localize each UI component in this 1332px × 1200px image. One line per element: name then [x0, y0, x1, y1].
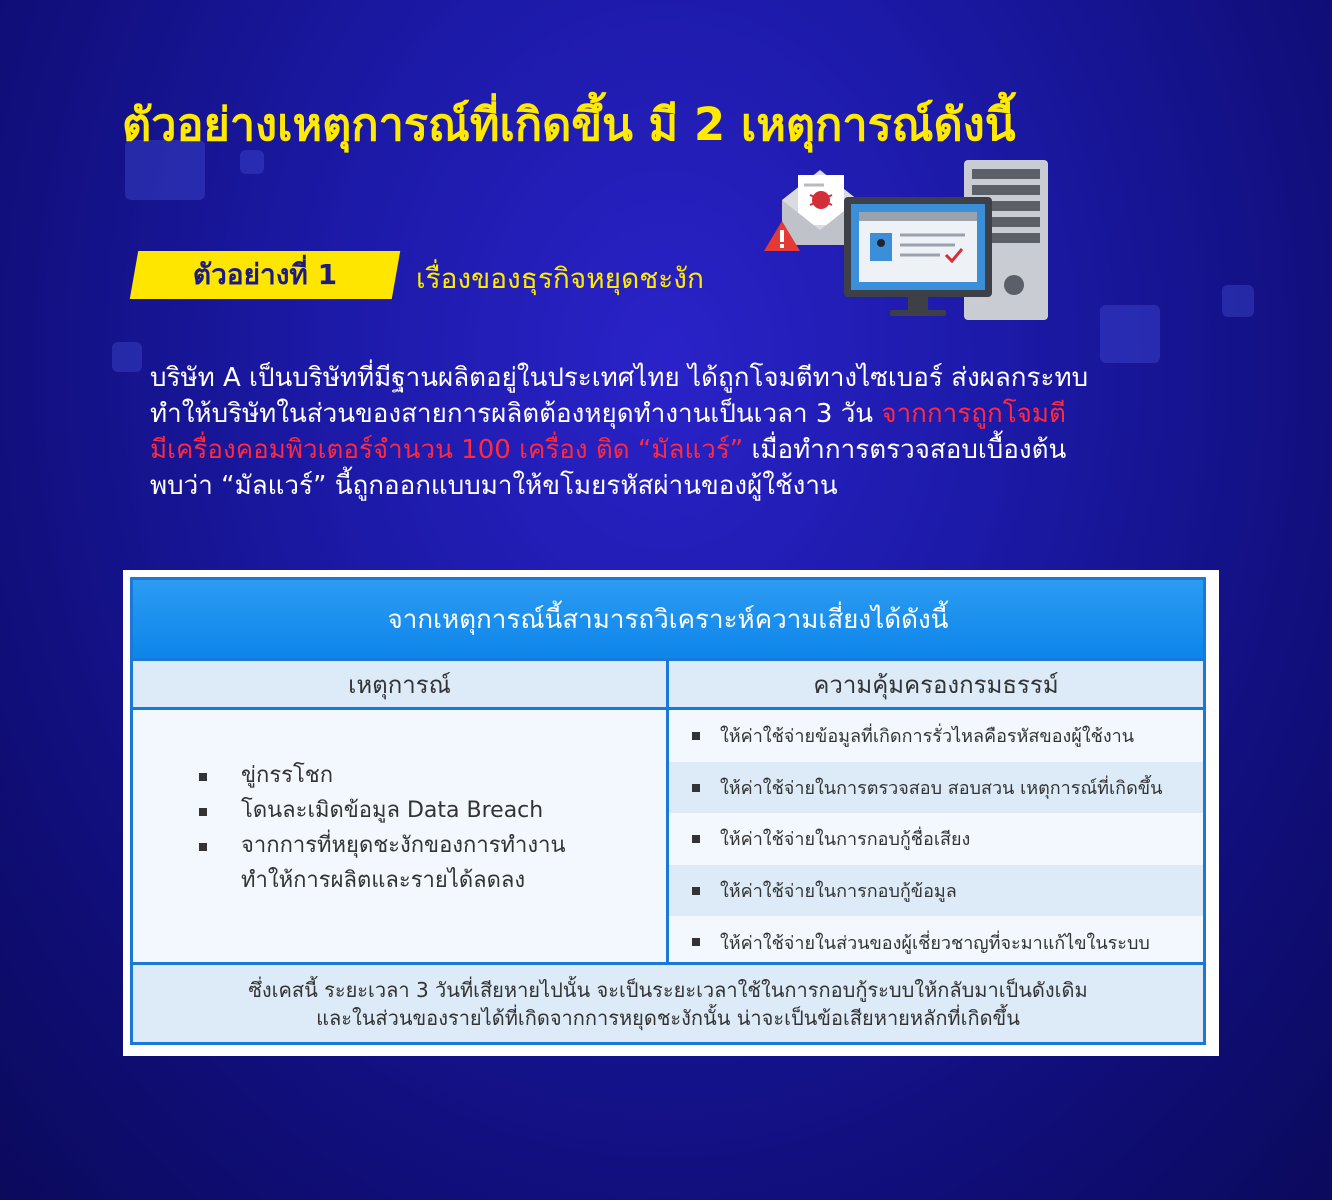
- paragraph-text: บริษัท A เป็นบริษัทที่มีฐานผลิตอยู่ในประเทศไทย ได้ถูกโจมตีทางไซเบอร์ ส่งผลกระทบ: [150, 363, 1089, 393]
- paragraph-line: [150, 396, 1200, 432]
- column-header-events: เหตุการณ์: [133, 658, 669, 710]
- paragraph-text: เมื่อทำการตรวจสอบเบื้องต้น: [743, 435, 1067, 465]
- paragraph-highlight: จากการถูกโจมตี: [881, 399, 1066, 429]
- bg-glow-square: [112, 342, 142, 372]
- coverage-cell: [669, 710, 1203, 968]
- paragraph-text: พบว่า “มัลแวร์” นี้ถูกออกแบบมาให้ขโมยรหัสผ่านของผู้ใช้งาน: [150, 471, 838, 501]
- page-title: ตัวอย่างเหตุการณ์ที่เกิดขึ้น มี 2 เหตุการณ์ดังนี้: [122, 98, 1016, 151]
- coverage-row: ให้ค่าใช้จ่ายในส่วนของผู้เชี่ยวชาญที่จะมาแก้ไขในระบบ: [669, 916, 1203, 968]
- footer-line: และในส่วนของรายได้ที่เกิดจากการหยุดชะงักนั้น น่าจะเป็นข้อเสียหายหลักที่เกิดขึ้น: [316, 1005, 1020, 1030]
- events-cell: [133, 710, 669, 968]
- coverage-row: ให้ค่าใช้จ่ายในการกอบกู้ข้อมูล: [669, 865, 1203, 917]
- malware-computer-illustration: [760, 155, 1060, 325]
- bg-glow-square: [1100, 305, 1160, 363]
- paragraph-text: ทำให้บริษัทในส่วนของสายการผลิตต้องหยุดทำงานเป็นเวลา 3 วัน: [150, 399, 882, 429]
- bg-glow-square: [1222, 285, 1254, 317]
- paragraph-line: [150, 468, 1200, 504]
- table-heading: จากเหตุการณ์นี้สามารถวิเคราะห์ความเสี่ยงได้ดังนี้: [133, 580, 1203, 658]
- paragraph-highlight: มีเครื่องคอมพิวเตอร์จำนวน 100 เครื่อง ติด “มัลแวร์”: [150, 435, 744, 465]
- risk-analysis-table-frame: [123, 570, 1219, 1056]
- incident-description: [150, 360, 1200, 504]
- coverage-row: ให้ค่าใช้จ่ายข้อมูลที่เกิดการรั่วไหลคือรหัสของผู้ใช้งาน: [669, 710, 1203, 762]
- table-footer-note: [133, 962, 1203, 1042]
- example-badge-label: ตัวอย่างที่ 1: [192, 258, 338, 291]
- coverage-row: ให้ค่าใช้จ่ายในการตรวจสอบ สอบสวน เหตุการณ์ที่เกิดขึ้น: [669, 762, 1203, 814]
- coverage-row: ให้ค่าใช้จ่ายในการกอบกู้ชื่อเสียง: [669, 813, 1203, 865]
- footer-line: ซึ่งเคสนี้ ระยะเวลา 3 วันที่เสียหายไปนั้น จะเป็นระยะเวลาใช้ในการกอบกู้ระบบให้กลับมาเป็นดังเดิม: [248, 977, 1088, 1002]
- example-topic: เรื่องของธุรกิจหยุดชะงัก: [416, 262, 704, 295]
- list-item: ขู่กรรโชก: [197, 758, 566, 793]
- risk-analysis-table: [130, 577, 1206, 1045]
- paragraph-line: [150, 360, 1200, 396]
- list-item: โดนละเมิดข้อมูล Data Breach: [197, 793, 566, 828]
- list-item-continuation: ทำให้การผลิตและรายได้ลดลง: [241, 868, 526, 893]
- list-item: จากการที่หยุดชะงักของการทำงาน: [197, 828, 566, 863]
- events-list: [197, 758, 566, 898]
- column-header-coverage: ความคุ้มครองกรมธรรม์: [669, 658, 1203, 710]
- example-badge: [130, 251, 400, 299]
- paragraph-line: [150, 432, 1200, 468]
